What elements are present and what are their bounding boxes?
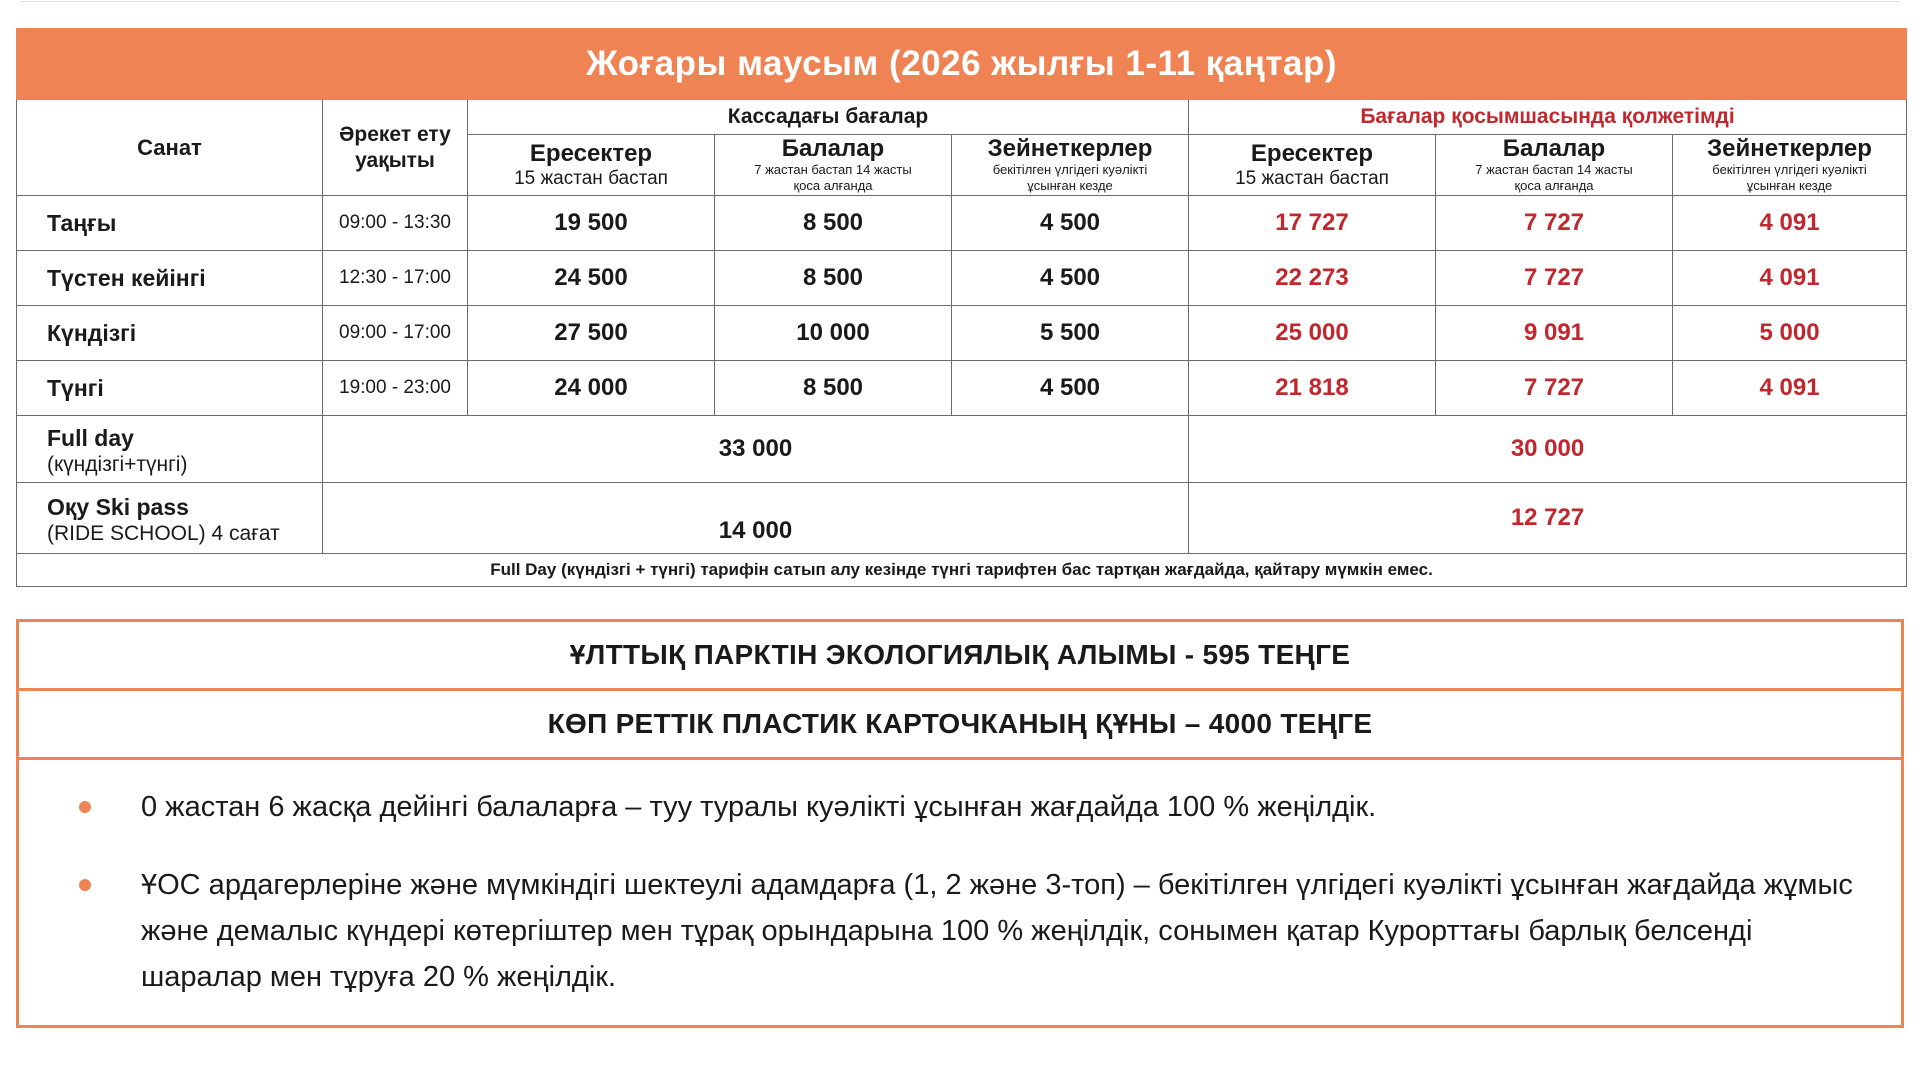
table-row xyxy=(17,306,1907,361)
price-adults-app: 25 000 xyxy=(1189,306,1436,361)
price-children-cashier: 8 500 xyxy=(715,251,952,306)
bullet-dot-icon xyxy=(79,879,91,891)
price-children-app: 7 727 xyxy=(1436,196,1673,251)
header-adults-label: Ересектер xyxy=(529,140,653,167)
price-pensioners-cashier: 5 500 xyxy=(952,306,1189,361)
full-day-category xyxy=(17,416,323,483)
row-category: Түстен кейінгі xyxy=(17,251,323,306)
page-title: Жоғары маусым (2026 жылғы 1-11 қаңтар) xyxy=(17,29,1907,100)
full-day-price-cashier: 33 000 xyxy=(323,416,1189,483)
header-time-line2: уақыты xyxy=(355,148,435,172)
table-row xyxy=(17,361,1907,416)
header-pensioners-app xyxy=(1673,135,1907,196)
price-children-app: 7 727 xyxy=(1436,361,1673,416)
table-row xyxy=(17,251,1907,306)
header-children-sub2: қоса алғанда xyxy=(793,178,873,193)
full-day-title: Full day xyxy=(47,424,134,451)
list-item xyxy=(79,784,1861,830)
row-category: Күндізгі xyxy=(17,306,323,361)
price-children-app: 9 091 xyxy=(1436,306,1673,361)
price-pensioners-cashier: 4 500 xyxy=(952,196,1189,251)
info-box xyxy=(16,619,1904,1028)
header-adults-label: Ересектер xyxy=(1250,140,1374,167)
header-pensioners-cashier xyxy=(952,135,1189,196)
group-cashier-prices: Кассадағы бағалар xyxy=(468,100,1189,135)
header-children-sub2: қоса алғанда xyxy=(1514,178,1594,193)
price-adults-app: 22 273 xyxy=(1189,251,1436,306)
price-adults-cashier: 19 500 xyxy=(468,196,715,251)
price-children-app: 7 727 xyxy=(1436,251,1673,306)
price-pensioners-app: 4 091 xyxy=(1673,361,1907,416)
header-time-line1: Әрекет ету xyxy=(339,123,451,147)
group-app-prices: Бағалар қосымшасында қолжетімді xyxy=(1189,100,1907,135)
row-category: Таңғы xyxy=(17,196,323,251)
price-pensioners-cashier: 4 500 xyxy=(952,251,1189,306)
card-fee-banner: КӨП РЕТТІК ПЛАСТИК КАРТОЧКАНЫҢ ҚҰНЫ – 4000 ТЕҢГЕ xyxy=(19,691,1901,760)
header-children-cashier xyxy=(715,135,952,196)
header-pensioners-label: Зейнеткерлер xyxy=(987,134,1153,162)
header-children-sub1: 7 жастан бастап 14 жасты xyxy=(1475,161,1633,177)
ski-pass-price-cashier: 14 000 xyxy=(323,483,1189,554)
eco-fee-banner: ҰЛТТЫҚ ПАРКТІН ЭКОЛОГИЯЛЫҚ АЛЫМЫ - 595 ТЕҢГЕ xyxy=(19,622,1901,691)
header-pensioners-sub2: ұсынған кезде xyxy=(1746,178,1833,193)
price-pensioners-app: 4 091 xyxy=(1673,251,1907,306)
header-children-label: Балалар xyxy=(1502,134,1606,162)
row-time: 09:00 - 13:30 xyxy=(323,196,468,251)
row-time: 19:00 - 23:00 xyxy=(323,361,468,416)
price-children-cashier: 10 000 xyxy=(715,306,952,361)
header-adults-sub: 15 жастан бастап xyxy=(514,168,668,189)
price-children-cashier: 8 500 xyxy=(715,196,952,251)
price-adults-cashier: 24 500 xyxy=(468,251,715,306)
header-children-label: Балалар xyxy=(781,134,885,162)
ski-pass-category xyxy=(17,483,323,554)
row-time: 09:00 - 17:00 xyxy=(323,306,468,361)
ski-pass-title: Оқу Ski pass xyxy=(47,493,189,520)
discount-text: ҰОС ардагерлеріне және мүмкіндігі шектеулі адамдарға (1, 2 және 3-топ) – бекітілген үлгідегі куәлікті ұсынған жағдайда жұмыс және демалыс күндері көтергіштер мен тұрақ орындарына 100 % жеңілдік, сонымен қатар Курорттағы барлық белсенді шаралар мен тұруға 20 % жеңілдік. xyxy=(141,869,1853,993)
top-divider xyxy=(20,1,1900,2)
discount-text: 0 жастан 6 жасқа дейінгі балаларға – туу туралы куәлікті ұсынған жағдайда 100 % жеңілдік. xyxy=(141,791,1377,823)
header-category: Санат xyxy=(17,100,323,196)
header-pensioners-sub2: ұсынған кезде xyxy=(1027,178,1113,193)
price-pensioners-app: 5 000 xyxy=(1673,306,1907,361)
price-adults-app: 21 818 xyxy=(1189,361,1436,416)
price-pensioners-cashier: 4 500 xyxy=(952,361,1189,416)
table-row-full-day xyxy=(17,416,1907,483)
header-children-sub1: 7 жастан бастап 14 жасты xyxy=(754,161,912,177)
table-row xyxy=(17,196,1907,251)
full-day-price-app: 30 000 xyxy=(1189,416,1907,483)
row-category: Түнгі xyxy=(17,361,323,416)
header-pensioners-sub1: бекітілген үлгідегі куәлікті xyxy=(1712,161,1867,177)
list-item xyxy=(79,862,1861,1000)
ski-pass-subtitle: (RIDE SCHOOL) 4 сағат xyxy=(47,522,280,546)
table-row-ski-pass xyxy=(17,483,1907,554)
discount-list xyxy=(19,760,1901,1000)
row-time: 12:30 - 17:00 xyxy=(323,251,468,306)
header-adults-app xyxy=(1189,135,1436,196)
price-adults-app: 17 727 xyxy=(1189,196,1436,251)
ski-pass-price-app: 12 727 xyxy=(1189,483,1907,554)
header-adults-sub: 15 жастан бастап xyxy=(1235,168,1389,189)
refund-note: Full Day (күндізгі + түнгі) тарифін сатып алу кезінде түнгі тарифтен бас тартқан жағдайда, қайтару мүмкін емес. xyxy=(17,554,1907,587)
bullet-dot-icon xyxy=(79,801,91,813)
header-time xyxy=(323,100,468,196)
header-adults-cashier xyxy=(468,135,715,196)
header-children-app xyxy=(1436,135,1673,196)
header-pensioners-sub1: бекітілген үлгідегі куәлікті xyxy=(992,161,1148,177)
price-adults-cashier: 27 500 xyxy=(468,306,715,361)
price-table xyxy=(16,28,1907,587)
price-adults-cashier: 24 000 xyxy=(468,361,715,416)
header-pensioners-label: Зейнеткерлер xyxy=(1707,134,1872,162)
price-pensioners-app: 4 091 xyxy=(1673,196,1907,251)
price-children-cashier: 8 500 xyxy=(715,361,952,416)
full-day-subtitle: (күндізгі+түнгі) xyxy=(47,453,188,477)
